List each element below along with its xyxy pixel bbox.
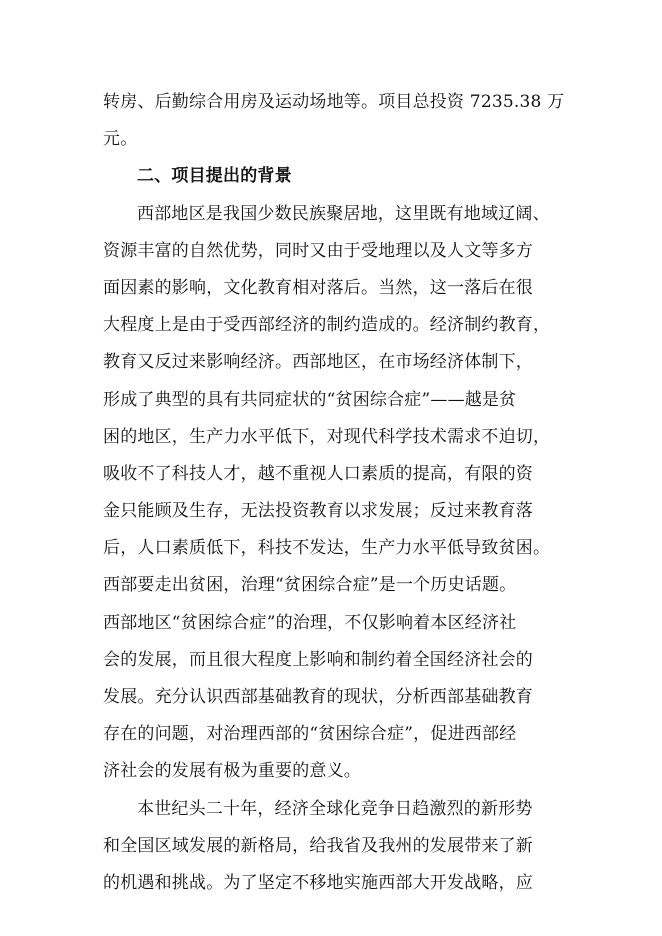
text-line-16: 会的发展，而且很大程度上影响和制约着全国经济社会的 xyxy=(103,649,533,670)
text-line-9: 形成了典型的具有共同症状的“贫困综合症”——越是贫 xyxy=(103,389,517,410)
text-line-19: 济社会的发展有极为重要的意义。 xyxy=(103,761,361,782)
text-line-6: 面因素的影响，文化教育相对落后。当然，这一落后在很 xyxy=(103,277,533,298)
text-line-17: 发展。充分认识西部基础教育的现状，分析西部基础教育 xyxy=(103,687,533,707)
text-line-14: 西部要走出贫困，治理“贫困综合症”是一个历史话题。 xyxy=(103,575,517,596)
text-line-10: 困的地区，生产力水平低下，对现代科学技术需求不迫切， xyxy=(103,426,551,447)
text-line-1: 转房、后勤综合用房及运动场地等。项目总投资 7235.38 万 xyxy=(103,92,565,112)
text-line-21: 和全国区域发展的新格局，给我省及我州的发展带来了新 xyxy=(103,835,533,856)
text-line-4: 西部地区是我国少数民族聚居地，这里既有地域辽阔、 xyxy=(137,203,550,224)
document-body xyxy=(103,84,573,902)
text-line-8: 教育又反过来影响经济。西部地区，在市场经济体制下， xyxy=(103,352,533,373)
text-line-5: 资源丰富的自然优势，同时又由于受地理以及人文等多方 xyxy=(103,240,533,261)
text-line-11: 吸收不了科技人才，越不重视人口素质的提高，有限的资 xyxy=(103,463,533,484)
text-line-7: 大程度上是由于受西部经济的制约造成的。经济制约教育， xyxy=(103,315,551,336)
text-line-12: 金只能顾及生存，无法投资教育以求发展；反过来教育落 xyxy=(103,501,533,522)
section-heading: 二、项目提出的背景 xyxy=(137,166,292,187)
text-line-2: 元。 xyxy=(103,129,138,150)
text-line-18: 存在的问题，对治理西部的“贫困综合症”，促进西部经 xyxy=(103,724,517,745)
text-line-13: 后，人口素质低下，科技不发达，生产力水平低导致贫困。 xyxy=(103,538,551,559)
text-line-20: 本世纪头二十年，经济全球化竞争日趋激烈的新形势 xyxy=(137,798,533,819)
text-line-15: 西部地区“贫困综合症”的治理，不仅影响着本区经济社 xyxy=(103,612,517,633)
text-line-22: 的机遇和挑战。为了坚定不移地实施西部大开发战略，应 xyxy=(103,872,533,893)
